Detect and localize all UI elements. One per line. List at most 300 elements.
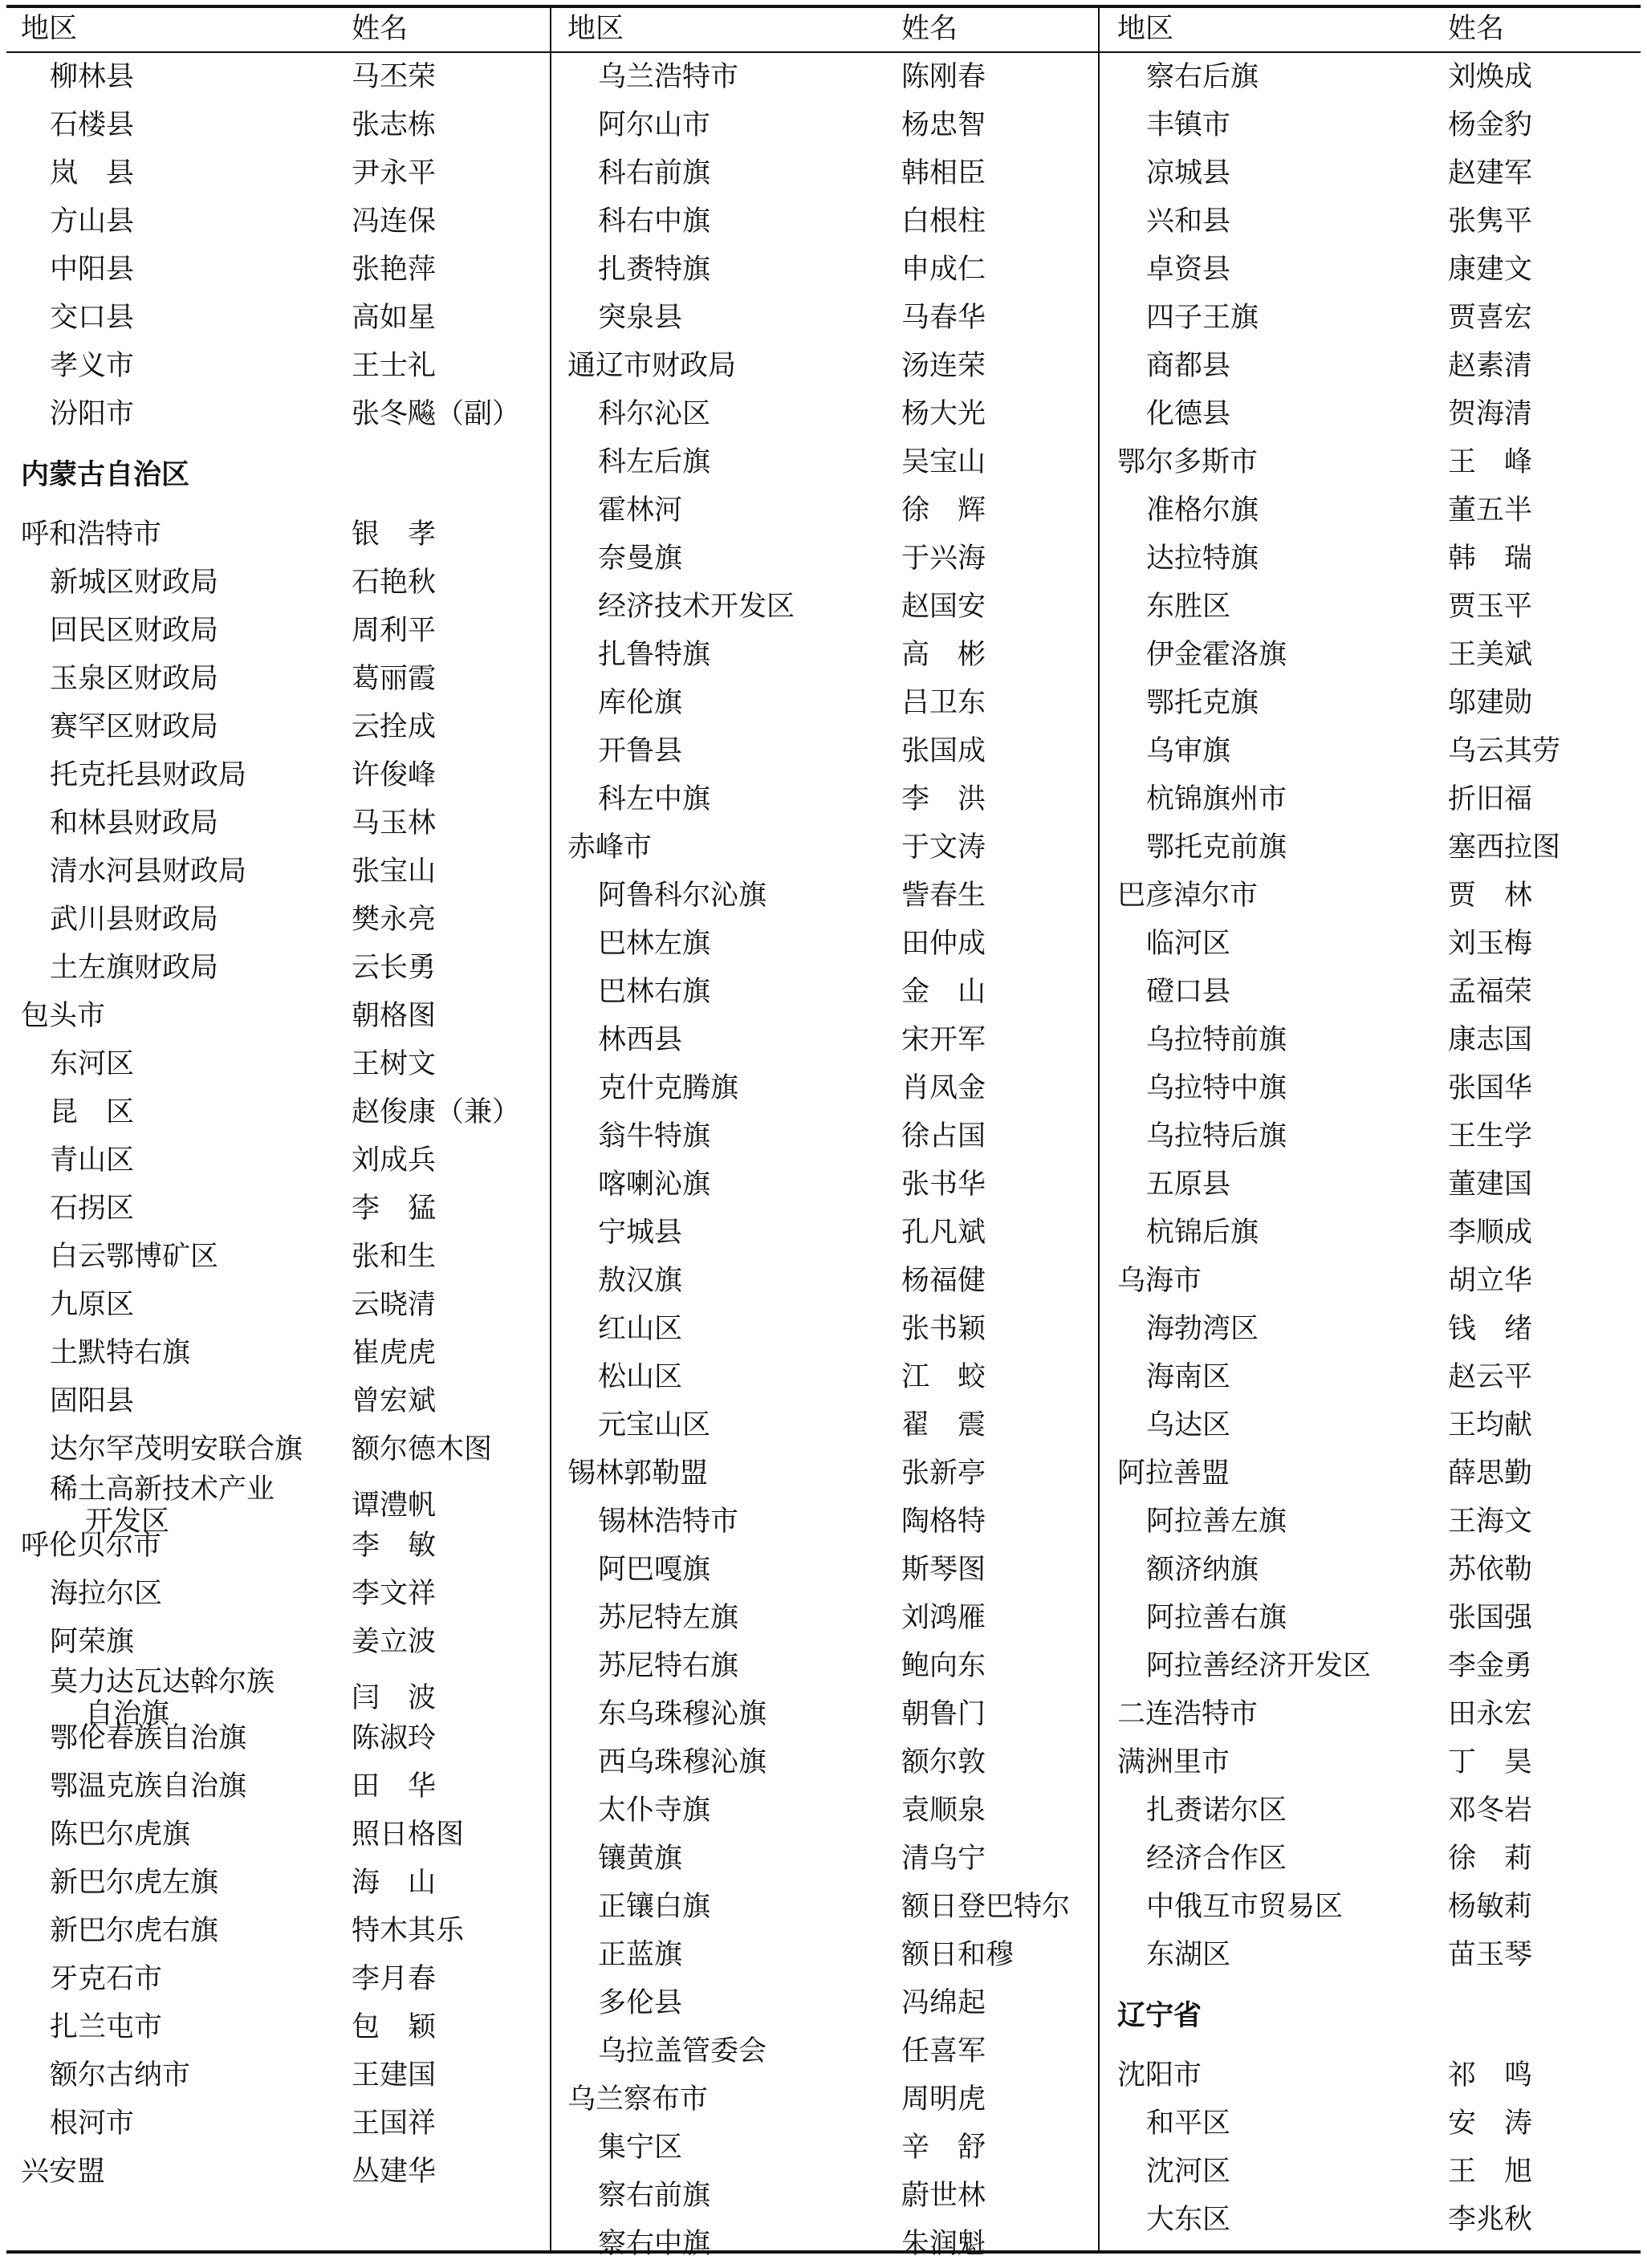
region-text: 孝义市 — [50, 350, 135, 382]
name-cell: 杨福健 — [901, 1265, 986, 1297]
name-cell: 白根柱 — [901, 205, 986, 238]
region-text: 新巴尔虎右旗 — [50, 1915, 219, 1947]
name-cell: 王海文 — [1448, 1506, 1533, 1538]
table-row — [0, 149, 550, 197]
region-text: 东乌珠穆沁旗 — [598, 1698, 767, 1730]
name-cell: 苏依勒 — [1448, 1554, 1533, 1586]
region-text: 陈巴尔虎旗 — [50, 1819, 191, 1851]
name-cell: 尹永平 — [352, 157, 437, 189]
region-text: 玉泉区财政局 — [50, 663, 219, 695]
table-row — [0, 944, 550, 992]
region-cell — [598, 1889, 710, 1925]
table-row — [0, 992, 550, 1040]
region-text: 呼和浩特市 — [21, 518, 162, 551]
region-cell — [1146, 1889, 1343, 1925]
region-text: 察右后旗 — [1146, 61, 1259, 93]
region-text: 苏尼特左旗 — [598, 1602, 739, 1634]
name-cell: 钱 绪 — [1448, 1313, 1533, 1345]
table-row — [0, 1762, 550, 1811]
table-row — [0, 1136, 550, 1185]
region-cell — [50, 1913, 218, 1949]
table-row — [0, 1570, 550, 1618]
table-row — [551, 197, 1098, 246]
table-row — [1100, 1883, 1641, 1931]
column-header — [0, 5, 550, 53]
region-cell — [1117, 445, 1258, 480]
name-cell: 张新亭 — [901, 1457, 986, 1490]
region-text: 突泉县 — [598, 302, 683, 334]
column-header — [551, 5, 1098, 53]
region-text: 和林县财政局 — [50, 807, 219, 839]
table-row — [551, 486, 1098, 534]
table-row — [551, 679, 1098, 727]
name-cell: 王 旭 — [1448, 2156, 1533, 2188]
table-row — [0, 1714, 550, 1762]
region-cell — [50, 661, 218, 697]
region-cell — [598, 2178, 710, 2213]
region-text: 二连浩特市 — [1117, 1698, 1259, 1730]
table-row — [1100, 2051, 1641, 2099]
region-text: 阿拉善经济开发区 — [1146, 1650, 1372, 1682]
name-cell: 金 山 — [901, 976, 986, 1008]
table-row — [551, 631, 1098, 679]
name-cell: 赵建军 — [1448, 157, 1533, 189]
region-text: 丰镇市 — [1146, 109, 1231, 141]
region-text: 乌拉特前旗 — [1146, 1024, 1287, 1056]
region-cell — [1146, 541, 1259, 576]
region-text: 元宝山区 — [598, 1409, 711, 1441]
name-cell: 张国强 — [1448, 1602, 1533, 1634]
region-cell — [50, 854, 246, 889]
region-text: 乌审旗 — [1146, 735, 1231, 767]
region-text: 乌拉盖管委会 — [598, 2035, 767, 2067]
table-row — [0, 1425, 550, 1473]
name-cell: 李 洪 — [901, 783, 986, 815]
region-cell — [50, 300, 134, 335]
table-row — [0, 1377, 550, 1425]
region-cell — [50, 1721, 246, 1756]
table-row — [0, 2003, 550, 2051]
table-row — [1100, 1160, 1641, 1209]
name-cell: 李文祥 — [352, 1578, 437, 1610]
name-cell: 董五半 — [1448, 494, 1533, 526]
region-cell — [50, 2010, 162, 2045]
table-row — [551, 1883, 1098, 1931]
province-title — [21, 457, 189, 493]
name-cell: 杨大光 — [901, 398, 986, 430]
table-row — [1100, 342, 1641, 390]
region-cell — [1146, 1119, 1287, 1154]
name-cell: 吴宝山 — [901, 446, 986, 478]
region-cell — [1146, 348, 1230, 384]
region-text: 新巴尔虎左旗 — [50, 1867, 219, 1899]
name-cell: 斯琴图 — [901, 1554, 986, 1586]
region-text: 岚 县 — [50, 157, 135, 189]
region-cell — [50, 108, 134, 143]
region-text: 锡林郭勒盟 — [567, 1457, 709, 1490]
name-cell: 特木其乐 — [352, 1915, 465, 1947]
table-row — [551, 1931, 1098, 1979]
region-text: 根河市 — [50, 2107, 135, 2140]
region-text: 乌拉特后旗 — [1146, 1120, 1287, 1152]
name-cell: 额尔德木图 — [352, 1433, 493, 1465]
name-cell: 孔凡斌 — [901, 1217, 986, 1249]
name-cell: 蔚世林 — [901, 2180, 986, 2212]
region-text: 喀喇沁旗 — [598, 1169, 711, 1201]
name-cell: 王生学 — [1448, 1120, 1533, 1152]
table-row — [1100, 1546, 1641, 1594]
name-cell: 张书颖 — [901, 1313, 986, 1345]
region-cell — [50, 1239, 218, 1274]
name-cell: 额尔敦 — [901, 1746, 986, 1778]
region-text: 通辽市财政局 — [567, 350, 737, 382]
table-row — [1100, 1594, 1641, 1642]
region-text: 阿拉善盟 — [1117, 1457, 1230, 1490]
name-cell: 徐占国 — [901, 1120, 986, 1152]
region-cell — [598, 1071, 738, 1106]
region-cell — [50, 902, 218, 937]
region-cell — [598, 637, 710, 673]
region-cell — [1146, 1215, 1259, 1250]
region-text: 科右前旗 — [598, 157, 711, 189]
table-row — [551, 438, 1098, 486]
name-cell: 杨敏莉 — [1448, 1891, 1533, 1923]
name-cell: 徐 莉 — [1448, 1843, 1533, 1875]
region-text: 鄂托克旗 — [1146, 687, 1259, 719]
region-text: 伊金霍洛旗 — [1146, 639, 1287, 671]
name-cell: 王国祥 — [352, 2107, 437, 2140]
region-text: 柳林县 — [50, 61, 135, 93]
name-cell: 祁 鸣 — [1448, 2059, 1533, 2091]
name-cell: 包 颖 — [352, 2011, 437, 2043]
region-cell — [598, 734, 682, 769]
table-row — [1100, 1401, 1641, 1449]
region-cell — [1146, 830, 1287, 865]
region-text: 海南区 — [1146, 1361, 1231, 1393]
table-row — [1100, 1786, 1641, 1835]
table-row — [551, 968, 1098, 1016]
table-row — [551, 920, 1098, 968]
table-column-3 — [1100, 5, 1641, 2252]
name-cell: 高 彬 — [901, 639, 986, 671]
region-cell — [1146, 1793, 1287, 1828]
region-text: 锡林浩特市 — [598, 1506, 739, 1538]
region-cell — [1146, 2202, 1230, 2238]
region-cell — [21, 517, 161, 552]
region-text: 经济合作区 — [1146, 1843, 1287, 1875]
column-header — [1100, 5, 1641, 53]
header-region: 地区 — [21, 13, 78, 45]
region-cell — [1146, 1071, 1287, 1106]
province-title — [1117, 1998, 1202, 2034]
table-row — [1100, 1690, 1641, 1738]
region-text: 兴安盟 — [21, 2156, 106, 2188]
region-cell — [1146, 637, 1287, 673]
region-text: 海拉尔区 — [50, 1578, 163, 1610]
region-cell — [50, 1047, 134, 1082]
name-cell: 额日和穆 — [901, 1939, 1015, 1971]
region-text: 磴口县 — [1146, 976, 1231, 1008]
table-row — [0, 1473, 550, 1538]
name-cell: 康建文 — [1448, 254, 1533, 286]
region-text: 交口县 — [50, 302, 135, 334]
name-cell: 丛建华 — [352, 2156, 437, 2188]
region-text: 沈河区 — [1146, 2156, 1231, 2188]
region-cell — [1146, 1311, 1259, 1347]
region-text: 石楼县 — [50, 109, 135, 141]
name-cell: 额日登巴特尔 — [901, 1891, 1071, 1923]
table-row — [0, 197, 550, 246]
region-text: 阿尔山市 — [598, 109, 711, 141]
name-cell: 汤连荣 — [901, 350, 986, 382]
table-row — [0, 751, 550, 799]
region-text: 土左旗财政局 — [50, 952, 219, 984]
region-text: 内蒙古自治区 — [21, 459, 190, 491]
table-row — [1100, 583, 1641, 631]
region-text: 汾阳市 — [50, 398, 135, 430]
name-cell: 安 涛 — [1448, 2107, 1533, 2140]
region-text: 阿荣旗 — [50, 1626, 135, 1658]
region-cell — [50, 1335, 190, 1371]
region-cell — [598, 300, 682, 335]
table-row — [1100, 197, 1641, 246]
section-heading — [1100, 1979, 1641, 2051]
region-cell — [598, 59, 738, 95]
region-text: 多伦县 — [598, 1987, 683, 2019]
name-cell: 朱润魁 — [901, 2228, 986, 2260]
table-row — [1100, 390, 1641, 438]
region-cell — [598, 252, 710, 287]
name-cell: 折旧福 — [1448, 783, 1533, 815]
table-row — [1100, 1449, 1641, 1498]
table-row — [1100, 1498, 1641, 1546]
region-text: 准格尔旗 — [1146, 494, 1259, 526]
table-row — [551, 1642, 1098, 1690]
table-row — [0, 246, 550, 294]
name-cell: 李兆秋 — [1448, 2204, 1533, 2236]
table-row — [0, 390, 550, 438]
name-cell: 赵俊康（兼） — [352, 1096, 521, 1128]
region-cell — [598, 1360, 682, 1395]
region-text: 武川县财政局 — [50, 904, 219, 936]
table-row — [1100, 1209, 1641, 1257]
region-text: 扎鲁特旗 — [598, 639, 711, 671]
region-cell — [598, 2226, 710, 2262]
region-text: 镶黄旗 — [598, 1843, 683, 1875]
table-row — [0, 1907, 550, 1955]
name-cell: 董建国 — [1448, 1169, 1533, 1201]
name-cell: 王 峰 — [1448, 446, 1533, 478]
name-cell: 冯绵起 — [901, 1987, 986, 2019]
region-text: 临河区 — [1146, 928, 1231, 960]
table-row — [0, 607, 550, 655]
name-cell: 银 孝 — [352, 518, 437, 551]
name-cell: 贾 林 — [1448, 880, 1533, 912]
region-text: 阿鲁科尔沁旗 — [598, 880, 767, 912]
name-cell: 任喜军 — [901, 2035, 986, 2067]
region-text: 奈曼旗 — [598, 543, 683, 575]
table-row — [1100, 1353, 1641, 1401]
table-row — [0, 294, 550, 342]
table-row — [551, 1594, 1098, 1642]
name-cell: 韩相臣 — [901, 157, 986, 189]
table-column-2 — [551, 5, 1098, 2260]
region-cell — [567, 1456, 708, 1491]
region-text: 翁牛特旗 — [598, 1120, 711, 1152]
region-cell — [567, 830, 652, 865]
region-cell — [1117, 1697, 1258, 1732]
region-cell — [50, 396, 134, 432]
region-cell — [21, 2154, 105, 2189]
region-cell — [1146, 2154, 1230, 2189]
table-row — [551, 1690, 1098, 1738]
table-row — [1100, 2196, 1641, 2244]
region-text-continued: 自治旗 — [85, 1698, 170, 1730]
region-text: 呼伦贝尔市 — [21, 1530, 162, 1562]
region-text: 杭锦后旗 — [1146, 1217, 1259, 1249]
region-cell — [50, 156, 134, 191]
region-text: 托克托县财政局 — [50, 759, 247, 791]
region-text: 牙克石市 — [50, 1963, 163, 1995]
table-row — [551, 101, 1098, 149]
table-row — [551, 2172, 1098, 2220]
region-text: 中阳县 — [50, 254, 135, 286]
region-text: 红山区 — [598, 1313, 683, 1345]
region-text: 苏尼特右旗 — [598, 1650, 739, 1682]
name-cell: 刘玉梅 — [1448, 928, 1533, 960]
region-text: 西乌珠穆沁旗 — [598, 1746, 767, 1778]
name-cell: 李月春 — [352, 1963, 437, 1995]
region-text: 石拐区 — [50, 1193, 135, 1225]
region-cell — [50, 1576, 162, 1612]
table-row — [1100, 968, 1641, 1016]
name-cell: 朝格图 — [352, 1000, 437, 1032]
region-text: 扎赉诺尔区 — [1146, 1794, 1287, 1827]
table-row — [0, 2051, 550, 2099]
region-cell — [50, 204, 134, 239]
region-text: 和平区 — [1146, 2107, 1231, 2140]
table-row — [1100, 534, 1641, 583]
region-text: 固阳县 — [50, 1385, 135, 1417]
region-text: 达尔罕茂明安联合旗 — [50, 1433, 303, 1465]
region-text: 克什克腾旗 — [598, 1072, 739, 1104]
region-cell — [1146, 1408, 1230, 1443]
name-cell: 姜立波 — [352, 1626, 437, 1658]
region-cell — [50, 1624, 134, 1660]
region-text: 巴林右旗 — [598, 976, 711, 1008]
name-cell: 李 猛 — [352, 1193, 437, 1225]
region-cell — [598, 2034, 767, 2069]
region-cell — [598, 1311, 682, 1347]
region-text-continued: 开发区 — [85, 1506, 170, 1538]
name-cell: 石艳秋 — [352, 567, 437, 599]
name-cell: 照日格图 — [352, 1819, 465, 1851]
name-cell: 陶格特 — [901, 1506, 986, 1538]
region-cell — [50, 1961, 162, 1997]
region-text: 满洲里市 — [1117, 1746, 1230, 1778]
region-cell — [1146, 1841, 1287, 1876]
region-text: 扎兰屯市 — [50, 2011, 163, 2043]
region-text: 正蓝旗 — [598, 1939, 683, 1971]
region-text: 鄂温克族自治旗 — [50, 1770, 247, 1803]
region-text: 阿拉善左旗 — [1146, 1506, 1287, 1538]
region-text: 白云鄂博矿区 — [50, 1241, 219, 1273]
name-cell: 谭澧帆 — [352, 1490, 437, 1522]
name-cell: 贺海清 — [1448, 398, 1533, 430]
region-cell — [598, 1167, 710, 1202]
region-cell — [598, 1408, 710, 1443]
name-cell: 吕卫东 — [901, 687, 986, 719]
table-row — [0, 1185, 550, 1233]
table-row — [0, 1088, 550, 1136]
table-row — [1100, 246, 1641, 294]
name-cell: 朝鲁门 — [901, 1698, 986, 1730]
region-cell — [1146, 2106, 1230, 2141]
region-text: 东河区 — [50, 1048, 135, 1080]
name-cell: 邓冬岩 — [1448, 1794, 1533, 1827]
name-cell: 胡立华 — [1448, 1265, 1533, 1297]
table-row — [1100, 727, 1641, 775]
table-row — [551, 2124, 1098, 2172]
region-cell — [598, 493, 682, 528]
table-row — [551, 534, 1098, 583]
region-cell — [50, 950, 218, 986]
name-cell: 清乌宁 — [901, 1843, 986, 1875]
table-row — [551, 1353, 1098, 1401]
name-cell: 马丕荣 — [352, 61, 437, 93]
table-row — [1100, 101, 1641, 149]
region-text: 大东区 — [1146, 2204, 1231, 2236]
region-text: 阿巴嘎旗 — [598, 1554, 711, 1586]
region-text: 乌兰浩特市 — [598, 61, 739, 93]
region-cell — [50, 348, 134, 384]
table-row — [1100, 1016, 1641, 1064]
region-cell — [598, 1841, 682, 1876]
region-text: 沈阳市 — [1117, 2059, 1202, 2091]
region-cell — [1146, 1648, 1371, 1684]
region-cell — [598, 1504, 738, 1539]
name-cell: 马春华 — [901, 302, 986, 334]
region-text: 九原区 — [50, 1289, 135, 1321]
name-cell: 刘成兵 — [352, 1144, 437, 1177]
name-cell: 海 山 — [352, 1867, 437, 1899]
region-text: 东湖区 — [1146, 1939, 1231, 1971]
region-cell — [598, 541, 682, 576]
name-cell: 王美斌 — [1448, 639, 1533, 671]
name-cell: 康志国 — [1448, 1024, 1533, 1056]
region-cell — [1117, 1745, 1230, 1780]
name-cell: 于文涛 — [901, 831, 986, 864]
region-cell — [598, 1745, 767, 1780]
name-cell: 韩 瑞 — [1448, 543, 1533, 575]
name-cell: 申成仁 — [901, 254, 986, 286]
region-text: 鄂托克前旗 — [1146, 831, 1287, 864]
table-row — [0, 799, 550, 847]
region-text: 林西县 — [598, 1024, 683, 1056]
table-row — [551, 1786, 1098, 1835]
table-row — [551, 390, 1098, 438]
name-cell: 鲍向东 — [901, 1650, 986, 1682]
region-cell — [1146, 252, 1230, 287]
table-row — [551, 1257, 1098, 1305]
region-text: 凉城县 — [1146, 157, 1231, 189]
region-cell — [1146, 493, 1259, 528]
header-name: 姓名 — [1448, 13, 1505, 45]
region-text: 科右中旗 — [598, 205, 711, 238]
region-cell — [598, 108, 710, 143]
table-row — [1100, 1305, 1641, 1353]
name-cell: 许俊峰 — [352, 759, 437, 791]
